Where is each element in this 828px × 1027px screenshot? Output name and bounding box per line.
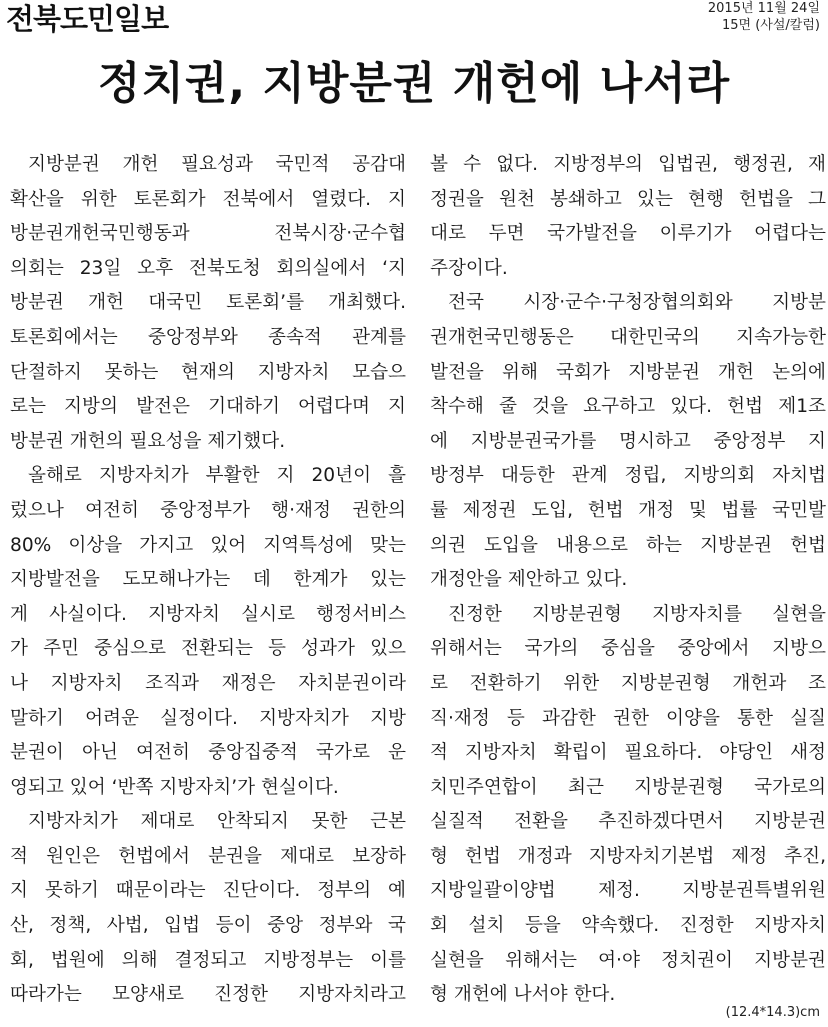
article-text-line: 분권이 아닌 여전히 중앙집중적 국가로 운	[10, 742, 406, 764]
article-text-line: 방분권 개헌 대국민 토론회’를 개최했다.	[10, 292, 406, 314]
article-text-line: 렀으나 여전히 중앙정부가 행·재정 권한의	[10, 499, 406, 521]
article-text-line: 적 원인은 헌법에서 분권을 제대로 보장하	[10, 845, 406, 867]
article-text-line: 형 개헌에 나서야 한다.	[430, 984, 616, 1006]
article-headline: 정치권, 지방분권 개헌에 나서라	[97, 58, 731, 109]
article-text-line: 볼 수 없다. 지방정부의 입법권, 행정권, 재	[430, 154, 826, 175]
article-column-right	[430, 148, 826, 1013]
article-column-left	[10, 148, 406, 1013]
article-text-line: 산, 정책, 사법, 입법 등이 중앙 정부와 국	[10, 915, 406, 937]
article-text-line: 지방발전을 도모해나가는 데 한계가 있는	[10, 569, 406, 591]
article-text-line: 대로 두면 국가발전을 이루기가 어렵다는	[430, 223, 826, 245]
article-text-line: 단절하지 못하는 현재의 지방자치 모습으	[10, 361, 406, 383]
article-text-line: 방분권 개헌의 필요성을 제기했다.	[10, 430, 286, 452]
article-text-line: 토론회에서는 중앙정부와 종속적 관계를	[10, 326, 406, 348]
article-text-line: 말하기 어려운 실정이다. 지방자치가 지방	[10, 707, 406, 729]
article-text-line: 지방분권 개헌 필요성과 국민적 공감대	[28, 154, 406, 175]
article-text-line: 80% 이상을 가지고 있어 지역특성에 맞는	[10, 534, 406, 556]
article-text-line: 게 사실이다. 지방자치 실시로 행정서비스	[10, 603, 406, 625]
article-text-line: 형 헌법 개정과 지방자치기본법 제정 추진,	[430, 845, 826, 867]
article-text-line: 지 못하기 때문이라는 진단이다. 정부의 예	[10, 880, 406, 902]
article-text-line: 실현을 위해서는 여·야 정치권이 지방분권	[430, 949, 826, 971]
article-text-line: 회 설치 등을 약속했다. 진정한 지방자치	[430, 915, 826, 937]
article-text-line: 발전을 위해 국회가 지방분권 개헌 논의에	[430, 361, 826, 383]
article-text-line: 진정한 지방분권형 지방자치를 실현을	[448, 603, 826, 625]
article-text-line: 정권을 원천 봉쇄하고 있는 현행 헌법을 그	[430, 188, 826, 210]
article-text-line: 개정안을 제안하고 있다.	[430, 569, 628, 591]
article-text-line: 방정부 대등한 관계 정립, 지방의회 자치법	[430, 465, 826, 487]
article-text-line: 따라가는 모양새로 진정한 지방자치라고	[10, 984, 406, 1006]
article-text-line: 영되고 있어 ‘반쪽 지방자치’가 현실이다.	[10, 776, 339, 798]
article-text-line: 로는 지방의 발전은 기대하기 어렵다며 지	[10, 396, 406, 418]
article-text-line: 적 지방자치 확립이 필요하다. 야당인 새정	[430, 742, 826, 764]
article-text-line: 가 주민 중심으로 전환되는 등 성과가 있으	[10, 638, 406, 660]
article-text-line: 착수해 줄 것을 요구하고 있다. 헌법 제1조	[430, 396, 826, 418]
article-text-line: 률 제정권 도입, 헌법 개정 및 법률 국민발	[430, 499, 826, 521]
article-text-line: 방분권개헌국민행동과 전북시장·군수협	[10, 223, 406, 245]
article-text-line: 위해서는 국가의 중심을 중앙에서 지방으	[430, 638, 826, 660]
article-text-line: 지방일괄이양법 제정. 지방분권특별위원	[430, 880, 826, 902]
article-text-line: 로 전환하기 위한 지방분권형 개헌과 조	[430, 672, 826, 694]
article-text-line: 나 지방자치 조직과 재정은 자치분권이라	[10, 672, 406, 694]
article-text-line: 주장이다.	[430, 257, 508, 279]
page-section: 15면 (사설/칼럼)	[722, 18, 820, 33]
publication-info	[708, 0, 820, 34]
publication-date: 2015년 11월 24일	[707, 1, 820, 16]
article-text-line: 직·재정 등 과감한 권한 이양을 통한 실질	[430, 707, 826, 729]
article-text-line: 지방자치가 제대로 안착되지 못한 근본	[28, 811, 406, 833]
newspaper-logo: 전북도민일보	[6, 2, 169, 36]
article-text-line: 전국 시장·군수·구청장협의회와 지방분	[448, 292, 826, 314]
article-text-line: 권개헌국민행동은 대한민국의 지속가능한	[430, 326, 826, 348]
article-text-line: 회, 법원에 의해 결정되고 지방정부는 이를	[10, 949, 406, 971]
article-text-line: 의권 도입을 내용으로 하는 지방분권 헌법	[430, 534, 826, 556]
article-text-line: 의회는 23일 오후 전북도청 회의실에서 ‘지	[10, 257, 406, 279]
article-text-line: 실질적 전환을 추진하겠다면서 지방분권	[430, 811, 826, 833]
page-header	[0, 0, 828, 44]
article-text-line: 올해로 지방자치가 부활한 지 20년이 흘	[28, 465, 406, 487]
article-size-note: (12.4*14.3)cm	[725, 1005, 820, 1020]
article-text-line: 치민주연합이 최근 지방분권형 국가로의	[430, 776, 826, 798]
article-text-line: 에 지방분권국가를 명시하고 중앙정부 지	[430, 430, 826, 452]
article-text-line: 확산을 위한 토론회가 전북에서 열렸다. 지	[10, 188, 406, 210]
